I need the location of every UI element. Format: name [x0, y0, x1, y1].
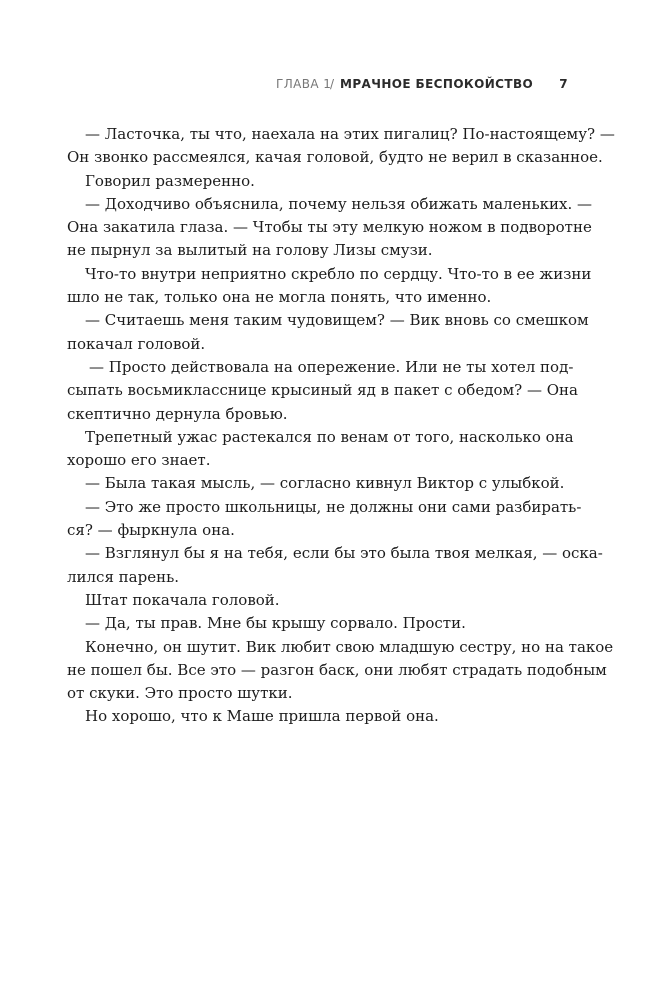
text-line: сыпать восьмикласснице крысиный яд в пакет с обедом? — Она — [67, 381, 578, 400]
text-line: скептично дернула бровью. — [67, 404, 288, 423]
text-line: ся? — фыркнула она. — [67, 521, 235, 540]
text-line: Говорил размеренно. — [85, 171, 255, 190]
text-line: — Ласточка, ты что, наехала на этих пигалиц? По-настоящему? — — [85, 125, 615, 143]
chapter-label: ГЛАВА 1 — [276, 77, 332, 91]
text-line: Но хорошо, что к Маше пришла первой она. — [85, 707, 439, 726]
text-line: Она закатила глаза. — Чтобы ты эту мелкую ножом в подворотне — [67, 218, 592, 237]
text-line: Он звонко рассмеялся, качая головой, будто не верил в сказанное. — [67, 148, 603, 167]
text-line: не пошел бы. Все это — разгон баск, они любят страдать подобным — [67, 660, 607, 679]
text-line: — Взглянул бы я на тебя, если бы это была твоя мелкая, — оска- — [85, 544, 603, 563]
text-line: не пырнул за вылитый на голову Лизы смузи. — [67, 241, 433, 260]
text-line: хорошо его знает. — [67, 451, 211, 470]
text-line: Что-то внутри неприятно скребло по сердцу. Что-то в ее жизни — [85, 264, 592, 283]
text-line: покачал головой. — [67, 334, 206, 353]
text-line: Штат покачала головой. — [85, 590, 280, 609]
header-separator: / — [330, 77, 335, 91]
text-line: шло не так, только она не могла понять, что именно. — [67, 288, 492, 307]
text-line: Трепетный ужас растекался по венам от того, насколько она — [85, 427, 574, 446]
running-header — [270, 77, 570, 99]
text-line: — Просто действовала на опережение. Или не ты хотел под- — [89, 357, 574, 376]
text-line: — Это же просто школьницы, не должны они сами разбирать- — [85, 497, 582, 516]
text-line: от скуки. Это просто шутки. — [67, 684, 293, 703]
text-line: — Доходчиво объяснила, почему нельзя обижать маленьких. — — [85, 194, 592, 213]
text-line: лился парень. — [67, 567, 180, 586]
text-line: — Считаешь меня таким чудовищем? — Вик вновь со смешком — [85, 311, 589, 330]
body-text — [67, 123, 615, 729]
text-line: — Была такая мысль, — согласно кивнул Виктор с улыбкой. — [85, 474, 565, 493]
text-line: — Да, ты прав. Мне бы крышу сорвало. Прости. — [85, 614, 466, 633]
chapter-title: МРАЧНОЕ БЕСПОКОЙСТВО — [340, 77, 534, 91]
text-line: Конечно, он шутит. Вик любит свою младшую сестру, но на такое — [85, 637, 614, 656]
page-number: 7 — [559, 77, 568, 91]
